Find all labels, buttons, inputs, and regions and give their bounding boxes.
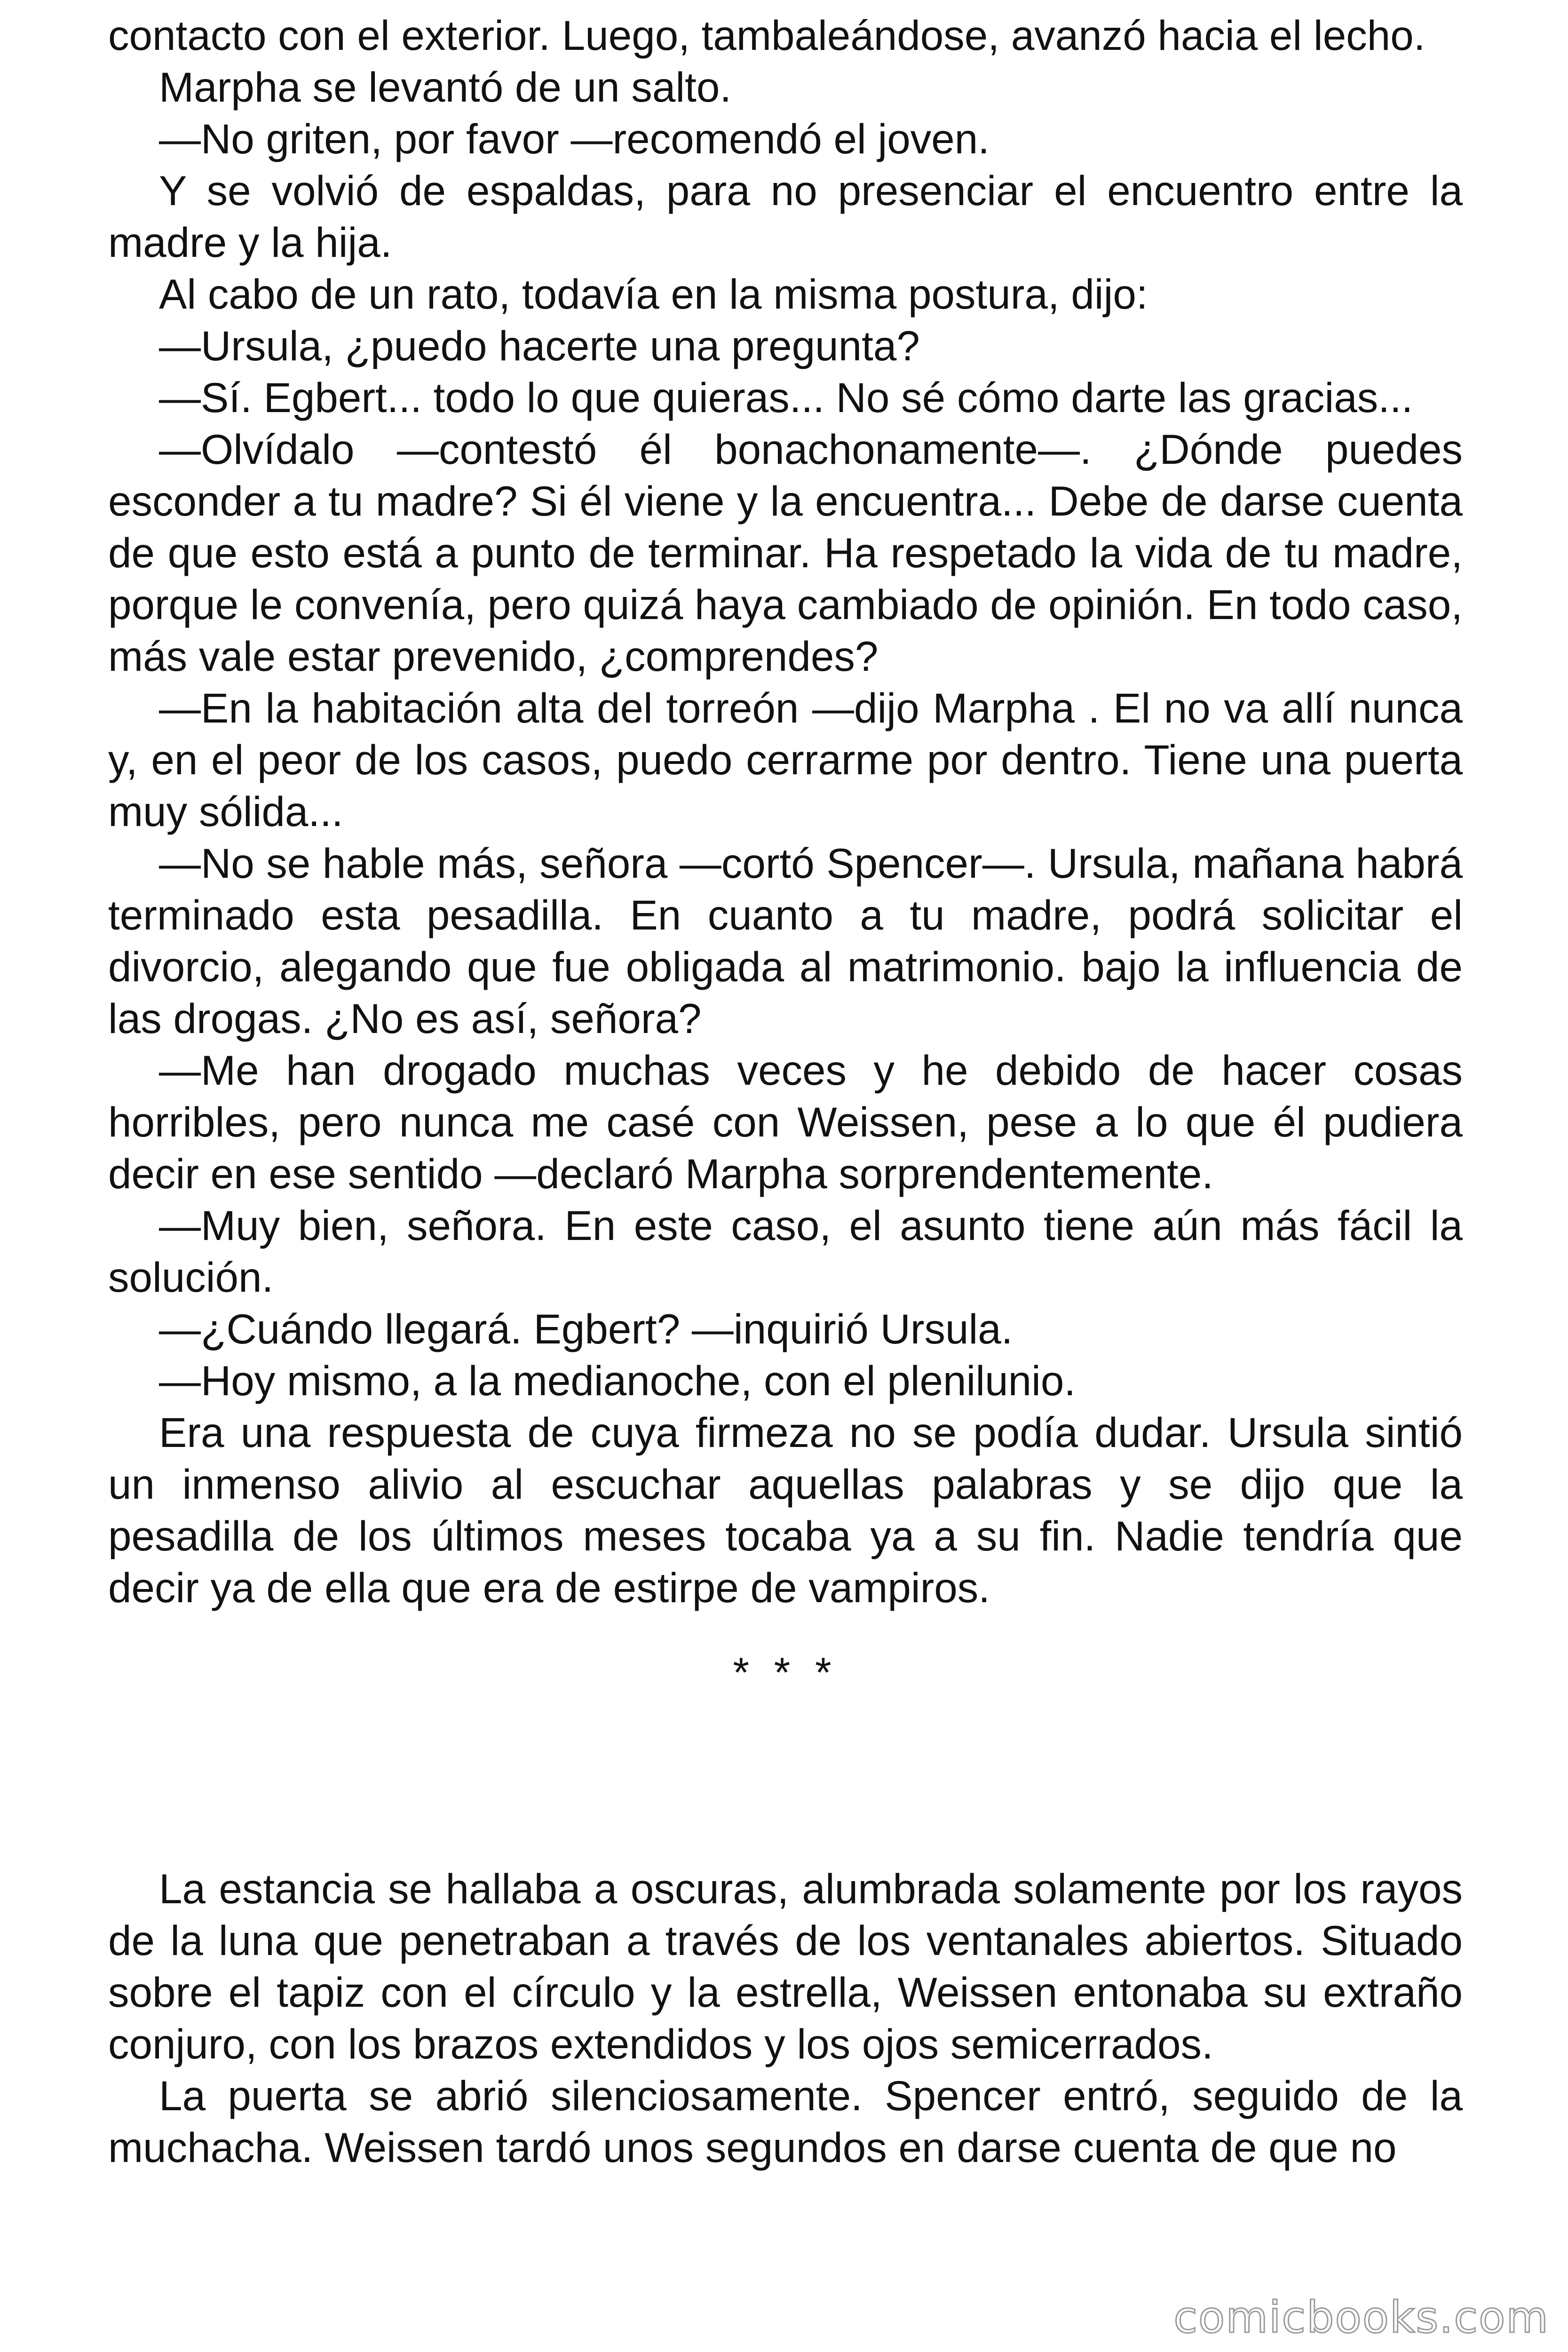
book-page [108,9,1463,2173]
paragraph: —No se hable más, señora —cortó Spencer—. Ursula, mañana habrá terminado esta pesadilla. En cuanto a tu madre, podrá solicitar el divorcio, alegando que fue obligada al matrimonio. bajo la influencia de las drogas. ¿No es así, señora? [108,840,1463,1042]
paragraph: —Ursula, ¿puedo hacerte una pregunta? [159,322,920,369]
paragraph: —Hoy mismo, a la medianoche, con el plenilunio. [159,1357,1076,1404]
paragraph: —Me han drogado muchas veces y he debido de hacer cosas horribles, pero nunca me casé con Weissen, pese a lo que él pudiera decir en ese sentido —declaró Marpha sorprendentemente. [108,1047,1463,1197]
paragraph: contacto con el exterior. Luego, tambaleándose, avanzó hacia el lecho. [108,12,1425,59]
paragraph: —En la habitación alta del torreón —dijo Marpha . El no va allí nunca y, en el peor de los casos, puedo cerrarme por dentro. Tiene una puerta muy sólida... [108,684,1463,835]
paragraph: Y se volvió de espaldas, para no presenciar el encuentro entre la madre y la hija. [108,167,1463,266]
scene-break: * * * [733,1649,838,1696]
watermark-logo: comicbooks.com [1173,2292,1549,2343]
paragraph: —No griten, por favor —recomendó el joven. [159,115,990,162]
paragraph: Marpha se levantó de un salto. [159,64,732,111]
text-section-before-break [108,9,1463,1613]
paragraph: —Muy bien, señora. En este caso, el asunto tiene aún más fácil la solución. [108,1202,1463,1301]
paragraph: La estancia se hallaba a oscuras, alumbrada solamente por los rayos de la luna que penetraban a través de los ventanales abiertos. Situado sobre el tapiz con el círculo y la estrella, Weissen entonaba su extraño conjuro, con los brazos extendidos y los ojos semicerrados. [108,1865,1463,2067]
paragraph: Era una respuesta de cuya firmeza no se podía dudar. Ursula sintió un inmenso alivio al escuchar aquellas palabras y se dijo que la pesadilla de los últimos meses tocaba ya a su fin. Nadie tendría que decir ya de ella que era de estirpe de vampiros. [108,1409,1463,1611]
text-section-after-break [108,1863,1463,2173]
paragraph: —¿Cuándo llegará. Egbert? —inquirió Ursula. [159,1305,1013,1352]
paragraph: La puerta se abrió silenciosamente. Spencer entró, seguido de la muchacha. Weissen tardó unos segundos en darse cuenta de que no [108,2072,1463,2171]
paragraph: —Olvídalo —contestó él bonachonamente—. ¿Dónde puedes esconder a tu madre? Si él viene y la encuentra... Debe de darse cuenta de que esto está a punto de terminar. Ha respetado la vida de tu madre, porque le convenía, pero quizá haya cambiado de opinión. En todo caso, más vale estar prevenido, ¿comprendes? [108,426,1463,680]
paragraph: Al cabo de un rato, todavía en la misma postura, dijo: [159,270,1148,318]
paragraph: —Sí. Egbert... todo lo que quieras... No sé cómo darte las gracias... [159,374,1413,421]
